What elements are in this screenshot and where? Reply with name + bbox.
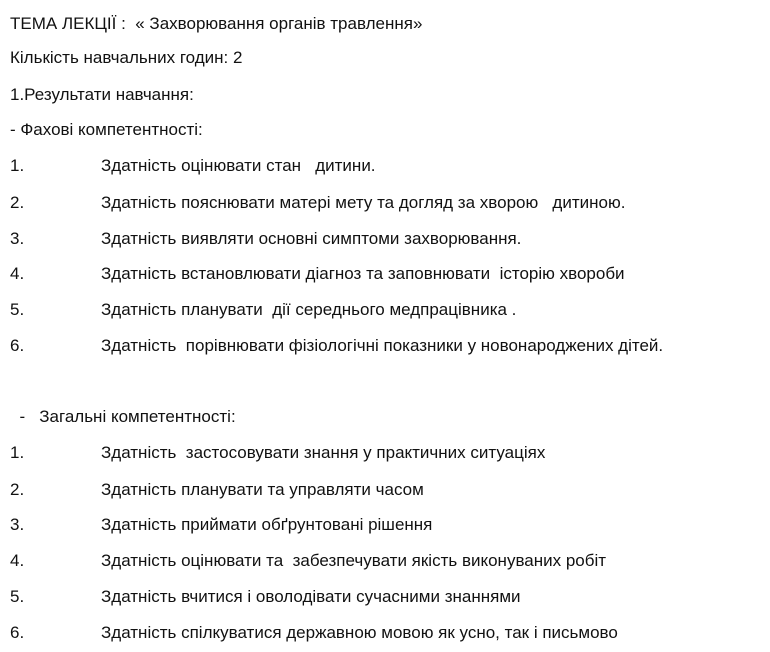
item-text: Здатність планувати дії середнього медпрацівника . xyxy=(101,300,517,319)
item-number: 2. xyxy=(10,193,25,212)
item-text: Здатність оцінювати та забезпечувати якість виконуваних робіт xyxy=(101,551,607,570)
item-text: Здатність приймати обґрунтовані рішення xyxy=(101,515,433,534)
learning-results-heading: 1.Результати навчання: xyxy=(10,85,194,104)
item-number: 5. xyxy=(10,300,25,319)
lecture-topic: ТЕМА ЛЕКЦІЇ : « Захворювання органів травлення» xyxy=(10,14,423,33)
hours-count: Кількість навчальних годин: 2 xyxy=(10,48,243,67)
item-number: 3. xyxy=(10,515,25,534)
item-number: 1. xyxy=(10,443,25,462)
item-text: Здатність застосовувати знання у практичних ситуаціях xyxy=(101,443,546,462)
professional-competencies-heading: - Фахові компетентності: xyxy=(10,120,203,139)
item-text: Здатність вчитися і оволодівати сучасними знаннями xyxy=(101,587,521,606)
general-competencies-heading: - Загальні компетентності: xyxy=(10,407,236,426)
item-text: Здатність виявляти основні симптоми захворювання. xyxy=(101,229,522,248)
item-text: Здатність спілкуватися державною мовою як усно, так і письмово xyxy=(101,623,618,642)
item-number: 1. xyxy=(10,156,25,175)
item-number: 6. xyxy=(10,623,25,642)
item-text: Здатність пояснювати матері мету та догляд за хворою дитиною. xyxy=(101,193,626,212)
item-text: Здатність оцінювати стан дитини. xyxy=(101,156,376,175)
item-number: 4. xyxy=(10,264,25,283)
item-number: 6. xyxy=(10,336,25,355)
item-number: 2. xyxy=(10,480,25,499)
item-number: 5. xyxy=(10,587,25,606)
item-number: 3. xyxy=(10,229,25,248)
item-text: Здатність порівнювати фізіологічні показники у новонароджених дітей. xyxy=(101,336,664,355)
item-text: Здатність встановлювати діагноз та заповнювати історію хвороби xyxy=(101,264,625,283)
item-number: 4. xyxy=(10,551,25,570)
item-text: Здатність планувати та управляти часом xyxy=(101,480,424,499)
